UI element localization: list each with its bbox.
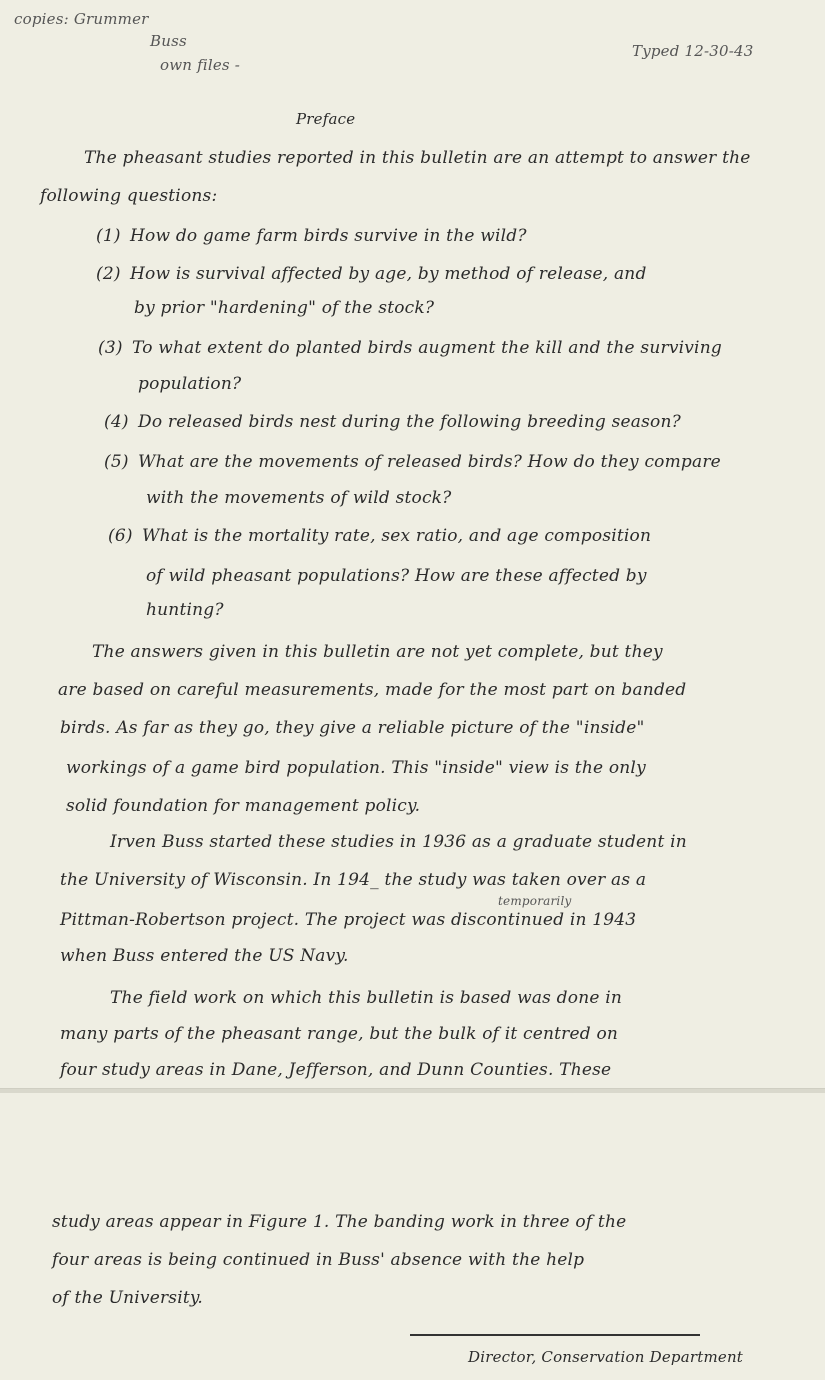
history-line-1: Irven Buss started these studies in 1936 as a graduate student in	[110, 832, 687, 852]
field-line-5: four areas is being continued in Buss' absence with the help	[52, 1250, 585, 1270]
signature-line	[410, 1334, 700, 1336]
question-5-cont: with the movements of wild stock?	[146, 488, 452, 508]
paper-fold	[0, 1088, 825, 1093]
question-6: (6) What is the mortality rate, sex ratio, and age composition	[108, 526, 652, 546]
question-6-cont: of wild pheasant populations? How are these affected by	[146, 566, 647, 586]
copies-buss: Buss	[150, 32, 187, 50]
field-line-3: four study areas in Dane, Jefferson, and Dunn Counties. These	[60, 1060, 612, 1080]
answers-line-5: solid foundation for management policy.	[66, 796, 421, 816]
field-line-6: of the University.	[52, 1288, 204, 1308]
copies-files: own files -	[160, 56, 241, 74]
question-2: (2) How is survival affected by age, by method of release, and	[96, 264, 647, 284]
answers-line-3: birds. As far as they go, they give a reliable picture of the "inside"	[60, 718, 645, 738]
signature-title: Director, Conservation Department	[468, 1348, 744, 1366]
history-line-3: Pittman-Robertson project. The project was discontinued in 1943	[60, 910, 637, 930]
answers-line-4: workings of a game bird population. This "inside" view is the only	[66, 758, 646, 778]
question-1: (1) How do game farm birds survive in the wild?	[96, 226, 527, 246]
question-5: (5) What are the movements of released birds? How do they compare	[104, 452, 721, 472]
history-line-4: when Buss entered the US Navy.	[60, 946, 349, 966]
copies-note: copies: Grummer	[14, 10, 149, 28]
field-line-4: study areas appear in Figure 1. The banding work in three of the	[52, 1212, 627, 1232]
question-4: (4) Do released birds nest during the following breeding season?	[104, 412, 681, 432]
question-3: (3) To what extent do planted birds augment the kill and the surviving	[98, 338, 722, 358]
intro-line-2: following questions:	[40, 186, 218, 206]
history-line-2: the University of Wisconsin. In 194_ the study was taken over as a	[60, 870, 647, 890]
answers-line-1: The answers given in this bulletin are not yet complete, but they	[92, 642, 663, 662]
question-3-cont: population?	[138, 374, 242, 394]
question-2-cont: by prior "hardening" of the stock?	[134, 298, 435, 318]
field-line-1: The field work on which this bulletin is based was done in	[110, 988, 622, 1008]
insertion-note: temporarily	[498, 894, 572, 908]
question-6-cont-2: hunting?	[146, 600, 224, 620]
typed-date: Typed 12-30-43	[632, 42, 754, 60]
page-title: Preface	[296, 110, 356, 128]
field-line-2: many parts of the pheasant range, but the bulk of it centred on	[60, 1024, 619, 1044]
answers-line-2: are based on careful measurements, made for the most part on banded	[58, 680, 687, 700]
intro-line-1: The pheasant studies reported in this bulletin are an attempt to answer the	[84, 148, 751, 168]
